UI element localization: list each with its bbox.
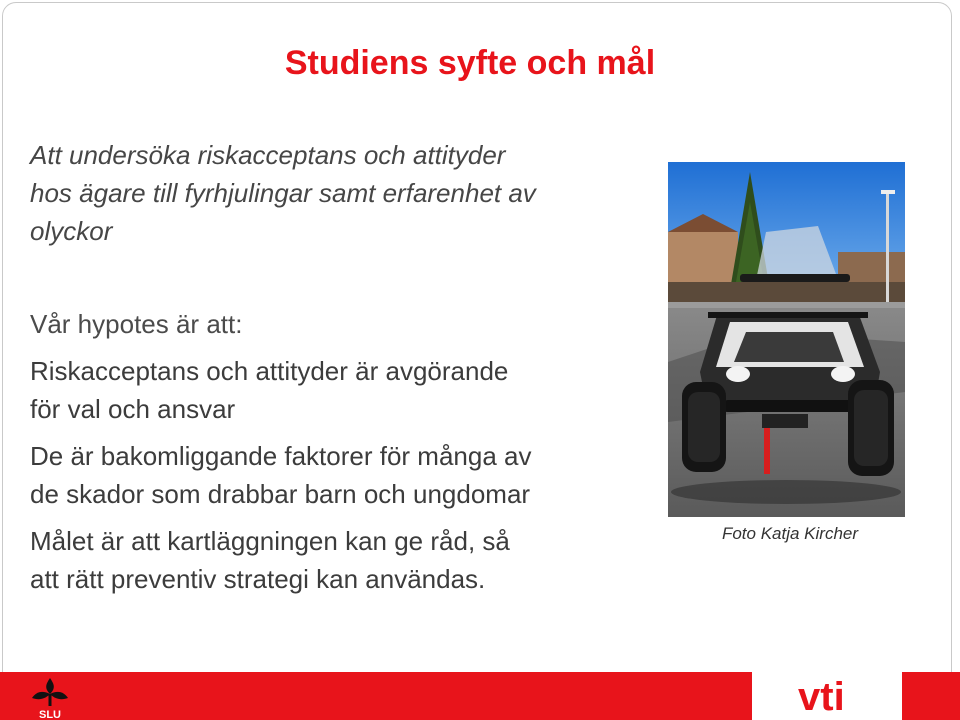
paragraph-line: Riskacceptans och attityder är avgörande <box>30 356 509 386</box>
footer-red-band-right <box>902 672 960 720</box>
vti-logo-icon <box>796 674 866 716</box>
paragraph-line: att rätt preventiv strategi kan användas. <box>30 564 486 594</box>
aim-text <box>30 136 670 250</box>
aim-line: olyckor <box>30 216 113 246</box>
photo-credit: Foto Katja Kircher <box>721 524 859 543</box>
hypothesis-paragraph-2 <box>30 437 670 513</box>
slu-logo-text: SLU <box>39 709 61 720</box>
footer-red-band <box>0 672 752 720</box>
paragraph-line: De är bakomliggande faktorer för många av <box>30 441 532 471</box>
aim-line: hos ägare till fyrhjulingar samt erfarenhet av <box>30 178 536 208</box>
aim-line: Att undersöka riskacceptans och attityder <box>30 140 506 170</box>
slide-title: Studiens syfte och mål <box>284 44 656 82</box>
paragraph-line: för val och ansvar <box>30 394 236 424</box>
atv-photo <box>668 162 905 517</box>
paragraph-line: Målet är att kartläggningen kan ge råd, så <box>30 526 510 556</box>
paragraph-line: de skador som drabbar barn och ungdomar <box>30 479 531 509</box>
vti-logo-text: vti <box>798 675 845 716</box>
hypothesis-paragraph-1 <box>30 352 670 428</box>
goal-paragraph <box>30 522 670 598</box>
hypothesis-label: Vår hypotes är att: <box>30 309 243 339</box>
slu-logo-icon <box>28 676 72 720</box>
